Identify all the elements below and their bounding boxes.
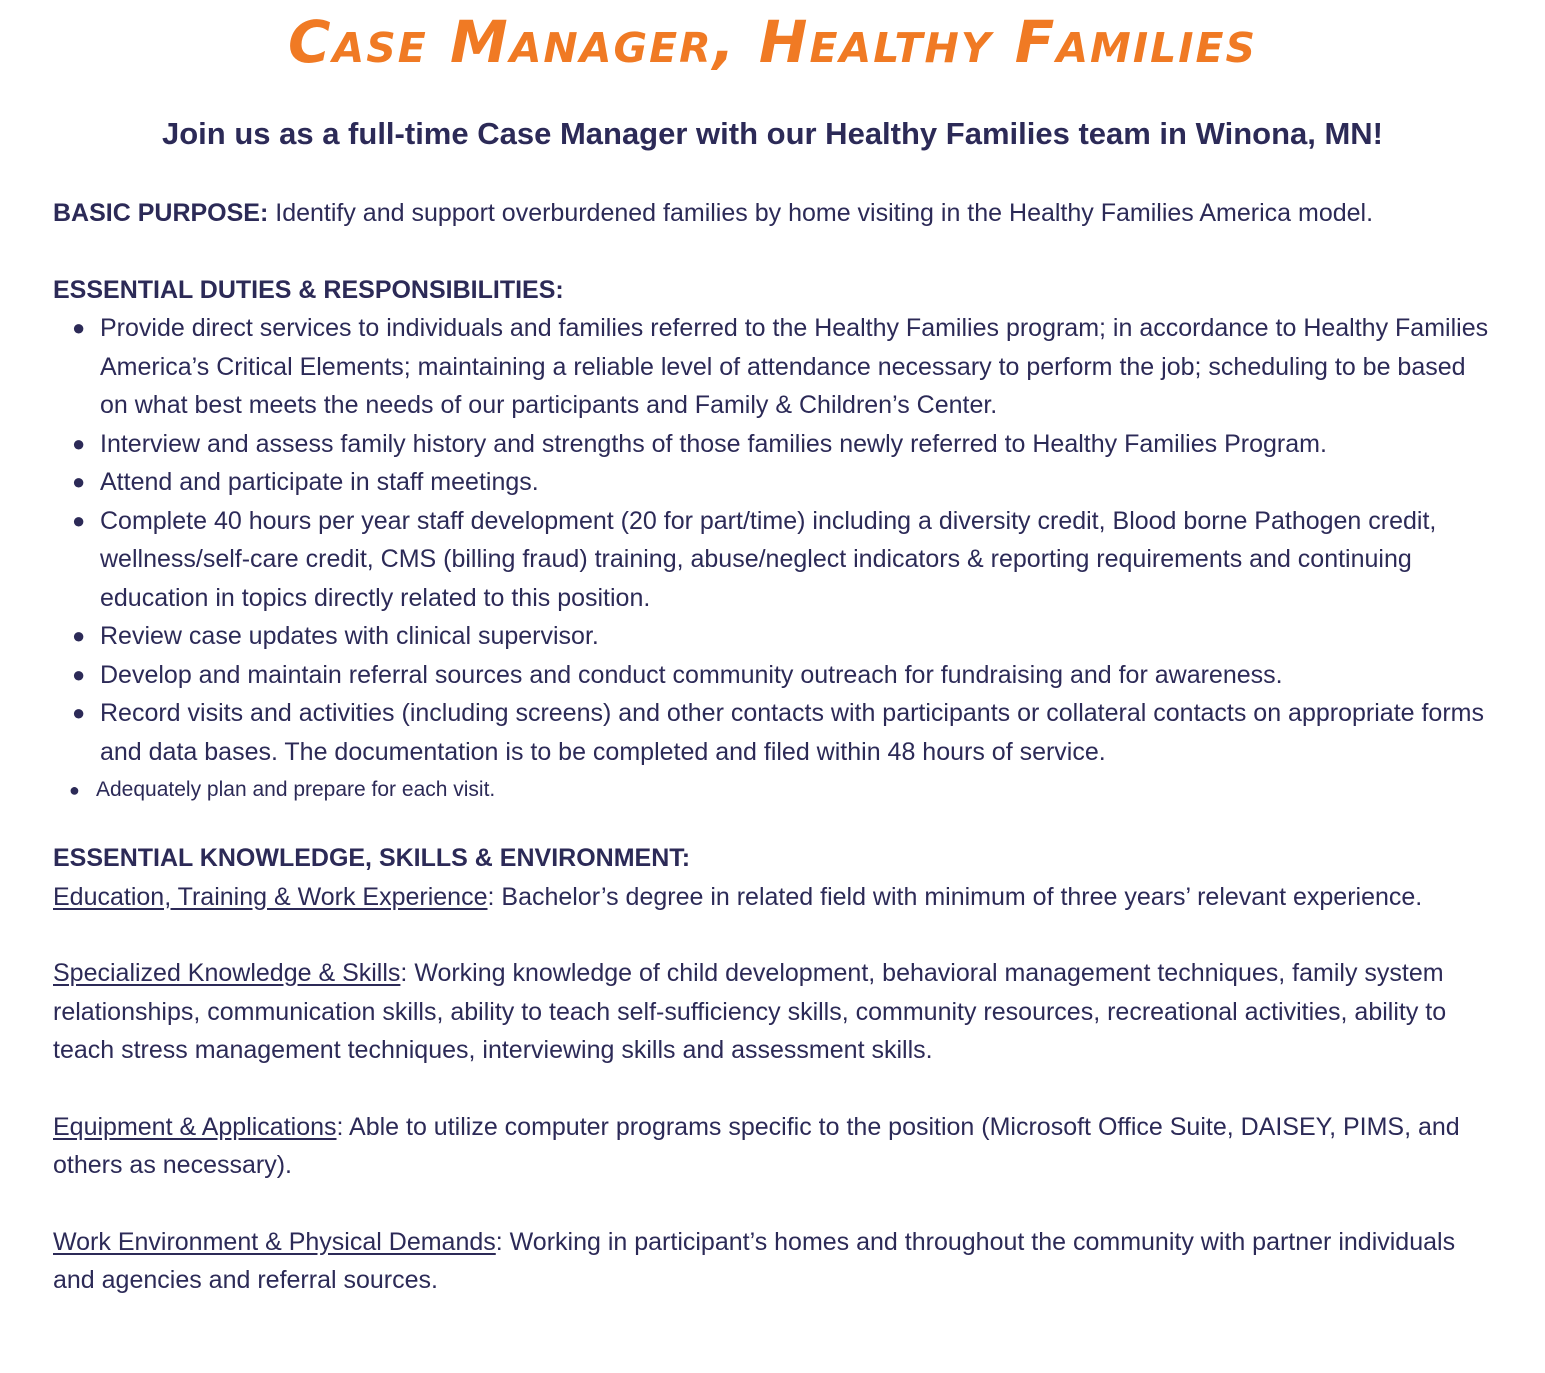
bullet-icon: ● xyxy=(72,700,86,725)
bullet-icon: ● xyxy=(72,315,86,340)
duty-text: Interview and assess family history and strengths of those families newly referred to Healthy Families Program. xyxy=(100,429,1327,458)
duty-text: Develop and maintain referral sources and conduct community outreach for fundraising and for awareness. xyxy=(100,660,1283,689)
environment-paragraph xyxy=(53,1223,1493,1300)
duty-text: Review case updates with clinical supervisor. xyxy=(100,622,599,650)
posting-body xyxy=(53,194,1493,1300)
list-item xyxy=(53,694,1493,771)
list-item xyxy=(53,463,1493,502)
bullet-icon: ● xyxy=(72,661,86,687)
basic-purpose-paragraph xyxy=(53,194,1493,233)
skills-label: Specialized Knowledge & Skills xyxy=(53,959,401,987)
duties-list xyxy=(53,309,1493,809)
duty-text: Attend and participate in staff meetings. xyxy=(100,468,539,496)
list-item xyxy=(53,771,1493,809)
skills-text: : Working knowledge of child development, behavioral management techniques, family system relationships, communication skills, ability to teach self-sufficiency skills, community resources, recreational activities, ability to teach stress management techniques, interviewing skills and assessment skills. xyxy=(53,959,1447,1064)
list-item xyxy=(53,656,1493,695)
list-item xyxy=(53,617,1493,656)
list-item xyxy=(53,425,1493,464)
basic-purpose-text: Identify and support overburdened families by home visiting in the Healthy Families America model. xyxy=(268,199,1374,227)
page-title: Case Manager, Healthy Families xyxy=(287,8,1258,76)
duty-text: Complete 40 hours per year staff development (20 for part/time) including a diversity credit, Blood borne Pathogen credit, wellness/self-care credit, CMS (billing fraud) training, abuse/neglect indicators & reporting requirements and continuing education in topics directly related to this position. xyxy=(100,506,1437,612)
education-paragraph xyxy=(53,878,1493,917)
bullet-icon: ● xyxy=(72,469,86,494)
duty-text: Adequately plan and prepare for each visit. xyxy=(96,778,496,801)
bullet-icon: ● xyxy=(69,780,80,800)
page-subtitle: Join us as a full-time Case Manager with our Healthy Families team in Winona, MN! xyxy=(161,116,1384,151)
equipment-text: : Able to utilize computer programs specific to the position (Microsoft Office Suite, DAISEY, PIMS, and others as necessary). xyxy=(53,1112,1460,1179)
environment-label: Work Environment & Physical Demands xyxy=(53,1227,496,1256)
duty-text: Provide direct services to individuals and families referred to the Healthy Families program; in accordance to Healthy Families America’s Critical Elements; maintaining a reliable level of attendance necessary to perform the job; scheduling to be based on what best meets the needs of our participants and Family & Children’s Center. xyxy=(100,314,1489,419)
equipment-paragraph xyxy=(53,1108,1493,1185)
bullet-icon: ● xyxy=(72,623,86,648)
skills-paragraph xyxy=(53,954,1493,1070)
list-item xyxy=(53,502,1493,618)
duties-heading: ESSENTIAL DUTIES & RESPONSIBILITIES: xyxy=(53,275,564,304)
basic-purpose-label: BASIC PURPOSE: xyxy=(53,199,269,227)
bullet-icon: ● xyxy=(72,430,86,456)
list-item xyxy=(53,309,1493,425)
education-text: : Bachelor’s degree in related field with minimum of three years’ relevant experience. xyxy=(487,882,1423,911)
knowledge-heading: ESSENTIAL KNOWLEDGE, SKILLS & ENVIRONMENT: xyxy=(53,844,691,872)
environment-text: : Working in participant’s homes and throughout the community with partner individuals and agencies and referral sources. xyxy=(53,1227,1456,1294)
education-label: Education, Training & Work Experience xyxy=(53,882,488,911)
equipment-label: Equipment & Applications xyxy=(53,1112,337,1141)
bullet-icon: ● xyxy=(72,507,86,533)
duty-text: Record visits and activities (including screens) and other contacts with participants or collateral contacts on appropriate forms and data bases. The documentation is to be completed and filed within 48 hours of service. xyxy=(100,699,1484,766)
